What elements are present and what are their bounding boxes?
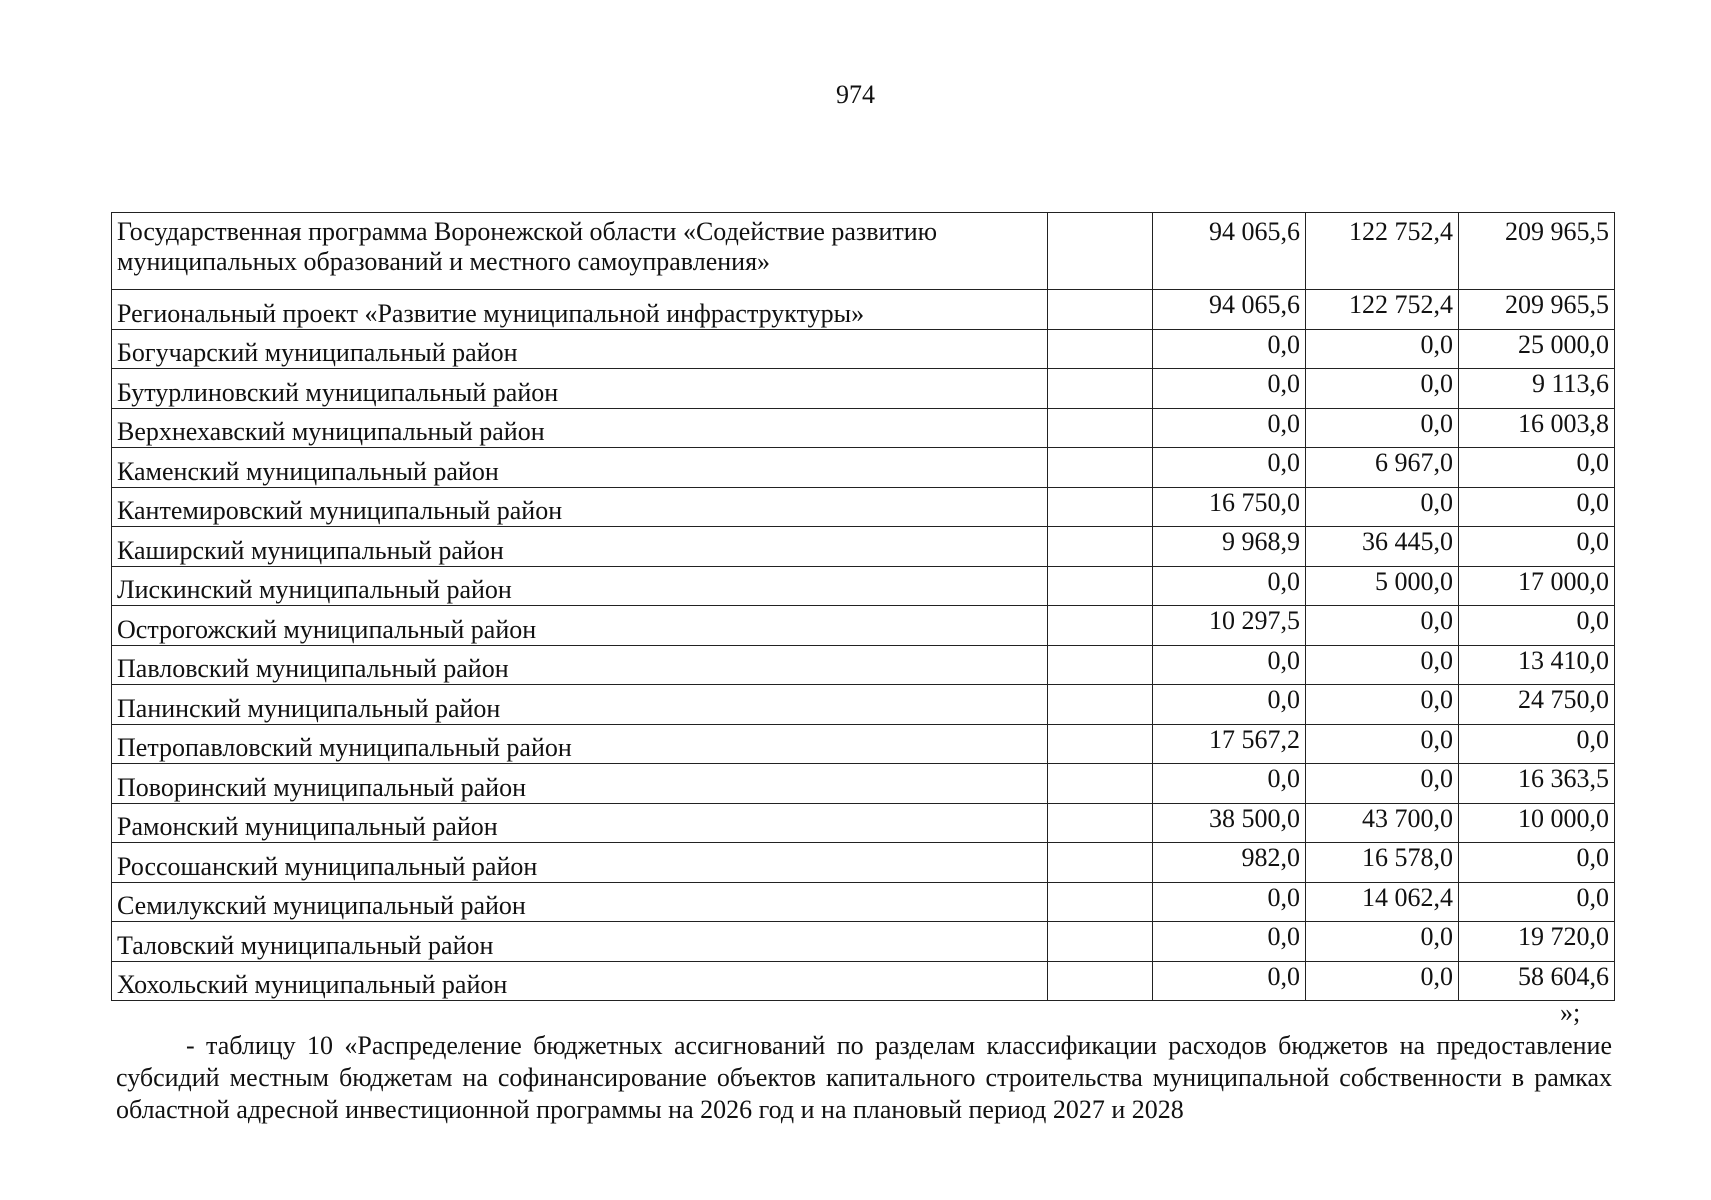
table-row (112, 290, 1615, 330)
row-name-cell: Панинский муниципальный район (112, 685, 1048, 725)
row-value-2028-cell: 13 410,0 (1459, 645, 1615, 685)
row-code-cell (1048, 213, 1153, 290)
row-value-2028-cell: 0,0 (1459, 606, 1615, 646)
row-value-2028-cell: 0,0 (1459, 448, 1615, 488)
row-value-2027-cell: 0,0 (1306, 487, 1459, 527)
row-value-2027-cell: 0,0 (1306, 645, 1459, 685)
row-value-2026-cell: 0,0 (1153, 764, 1306, 804)
row-code-cell (1048, 843, 1153, 883)
row-value-2026-cell: 10 297,5 (1153, 606, 1306, 646)
row-value-2028-cell: 0,0 (1459, 724, 1615, 764)
row-value-2026-cell: 0,0 (1153, 408, 1306, 448)
table-row (112, 843, 1615, 883)
row-value-2026-cell: 94 065,6 (1153, 290, 1306, 330)
table-row (112, 685, 1615, 725)
row-code-cell (1048, 448, 1153, 488)
row-name-cell: Кантемировский муниципальный район (112, 487, 1048, 527)
row-name-cell: Хохольский муниципальный район (112, 961, 1048, 1001)
row-code-cell (1048, 685, 1153, 725)
row-value-2028-cell: 0,0 (1459, 882, 1615, 922)
row-value-2028-cell: 9 113,6 (1459, 369, 1615, 409)
row-value-2028-cell: 58 604,6 (1459, 961, 1615, 1001)
row-code-cell (1048, 882, 1153, 922)
closing-quote: »; (1560, 998, 1581, 1027)
row-value-2027-cell: 14 062,4 (1306, 882, 1459, 922)
row-value-2026-cell: 9 968,9 (1153, 527, 1306, 567)
row-code-cell (1048, 527, 1153, 567)
row-code-cell (1048, 606, 1153, 646)
row-name-cell: Региональный проект «Развитие муниципальной инфраструктуры» (112, 290, 1048, 330)
table-row (112, 724, 1615, 764)
row-name-cell: Верхнехавский муниципальный район (112, 408, 1048, 448)
row-name-cell: Бутурлиновский муниципальный район (112, 369, 1048, 409)
table-row (112, 645, 1615, 685)
table-row (112, 448, 1615, 488)
table-row (112, 213, 1615, 290)
row-value-2026-cell: 0,0 (1153, 645, 1306, 685)
row-value-2026-cell: 94 065,6 (1153, 213, 1306, 290)
table-row (112, 803, 1615, 843)
row-value-2027-cell: 0,0 (1306, 329, 1459, 369)
table-row (112, 566, 1615, 606)
row-value-2027-cell: 43 700,0 (1306, 803, 1459, 843)
body-paragraph: - таблицу 10 «Распределение бюджетных ассигнований по разделам классификации расходов бюджетов на предоставление субсидий местным бюджетам на софинансирование объектов капитального строительства муниципальной собственности в рамках областной адресной инвестиционной программы на 2026 год и на плановый период 2027 и 2028 (116, 1031, 1612, 1124)
row-value-2027-cell: 122 752,4 (1306, 213, 1459, 290)
row-value-2027-cell: 0,0 (1306, 685, 1459, 725)
row-value-2026-cell: 38 500,0 (1153, 803, 1306, 843)
row-value-2026-cell: 0,0 (1153, 961, 1306, 1001)
row-name-cell: Каширский муниципальный район (112, 527, 1048, 567)
row-name-cell: Таловский муниципальный район (112, 922, 1048, 962)
row-value-2028-cell: 10 000,0 (1459, 803, 1615, 843)
row-value-2027-cell: 36 445,0 (1306, 527, 1459, 567)
row-value-2026-cell: 0,0 (1153, 369, 1306, 409)
row-code-cell (1048, 566, 1153, 606)
row-name-cell: Государственная программа Воронежской области «Содействие развитию муниципальных образований и местного самоуправления» (112, 213, 1048, 290)
row-value-2028-cell: 24 750,0 (1459, 685, 1615, 725)
row-name-cell: Павловский муниципальный район (112, 645, 1048, 685)
row-code-cell (1048, 724, 1153, 764)
row-value-2028-cell: 0,0 (1459, 843, 1615, 883)
row-code-cell (1048, 408, 1153, 448)
row-name-cell: Семилукский муниципальный район (112, 882, 1048, 922)
row-code-cell (1048, 329, 1153, 369)
row-value-2026-cell: 982,0 (1153, 843, 1306, 883)
row-value-2028-cell: 16 003,8 (1459, 408, 1615, 448)
table-row (112, 408, 1615, 448)
table-row (112, 606, 1615, 646)
row-value-2027-cell: 122 752,4 (1306, 290, 1459, 330)
row-code-cell (1048, 369, 1153, 409)
row-name-cell: Поворинский муниципальный район (112, 764, 1048, 804)
row-code-cell (1048, 487, 1153, 527)
row-value-2028-cell: 209 965,5 (1459, 290, 1615, 330)
row-code-cell (1048, 922, 1153, 962)
row-value-2027-cell: 16 578,0 (1306, 843, 1459, 883)
budget-table-body (112, 213, 1615, 1001)
table-row (112, 764, 1615, 804)
table-row (112, 922, 1615, 962)
row-value-2028-cell: 17 000,0 (1459, 566, 1615, 606)
row-code-cell (1048, 645, 1153, 685)
row-value-2028-cell: 19 720,0 (1459, 922, 1615, 962)
row-name-cell: Петропавловский муниципальный район (112, 724, 1048, 764)
table-row (112, 329, 1615, 369)
row-code-cell (1048, 803, 1153, 843)
row-value-2027-cell: 0,0 (1306, 408, 1459, 448)
row-code-cell (1048, 290, 1153, 330)
row-name-cell: Лискинский муниципальный район (112, 566, 1048, 606)
row-value-2026-cell: 0,0 (1153, 922, 1306, 962)
table-row (112, 369, 1615, 409)
table-row (112, 527, 1615, 567)
row-value-2028-cell: 16 363,5 (1459, 764, 1615, 804)
table-row (112, 961, 1615, 1001)
row-value-2027-cell: 0,0 (1306, 369, 1459, 409)
row-value-2026-cell: 17 567,2 (1153, 724, 1306, 764)
row-value-2027-cell: 0,0 (1306, 922, 1459, 962)
budget-table (111, 212, 1615, 1001)
row-value-2026-cell: 0,0 (1153, 882, 1306, 922)
row-name-cell: Рамонский муниципальный район (112, 803, 1048, 843)
row-value-2026-cell: 0,0 (1153, 329, 1306, 369)
row-value-2027-cell: 0,0 (1306, 724, 1459, 764)
row-code-cell (1048, 961, 1153, 1001)
row-value-2027-cell: 0,0 (1306, 764, 1459, 804)
table-row (112, 882, 1615, 922)
row-value-2028-cell: 209 965,5 (1459, 213, 1615, 290)
row-value-2026-cell: 0,0 (1153, 448, 1306, 488)
table-row (112, 487, 1615, 527)
row-value-2027-cell: 6 967,0 (1306, 448, 1459, 488)
row-value-2028-cell: 25 000,0 (1459, 329, 1615, 369)
row-value-2028-cell: 0,0 (1459, 527, 1615, 567)
row-value-2026-cell: 0,0 (1153, 566, 1306, 606)
row-value-2026-cell: 0,0 (1153, 685, 1306, 725)
row-name-cell: Россошанский муниципальный район (112, 843, 1048, 883)
row-name-cell: Каменский муниципальный район (112, 448, 1048, 488)
row-name-cell: Острогожский муниципальный район (112, 606, 1048, 646)
row-value-2028-cell: 0,0 (1459, 487, 1615, 527)
row-value-2027-cell: 0,0 (1306, 961, 1459, 1001)
row-value-2027-cell: 5 000,0 (1306, 566, 1459, 606)
row-name-cell: Богучарский муниципальный район (112, 329, 1048, 369)
row-code-cell (1048, 764, 1153, 804)
page-number: 974 (836, 80, 875, 109)
row-value-2027-cell: 0,0 (1306, 606, 1459, 646)
row-value-2026-cell: 16 750,0 (1153, 487, 1306, 527)
